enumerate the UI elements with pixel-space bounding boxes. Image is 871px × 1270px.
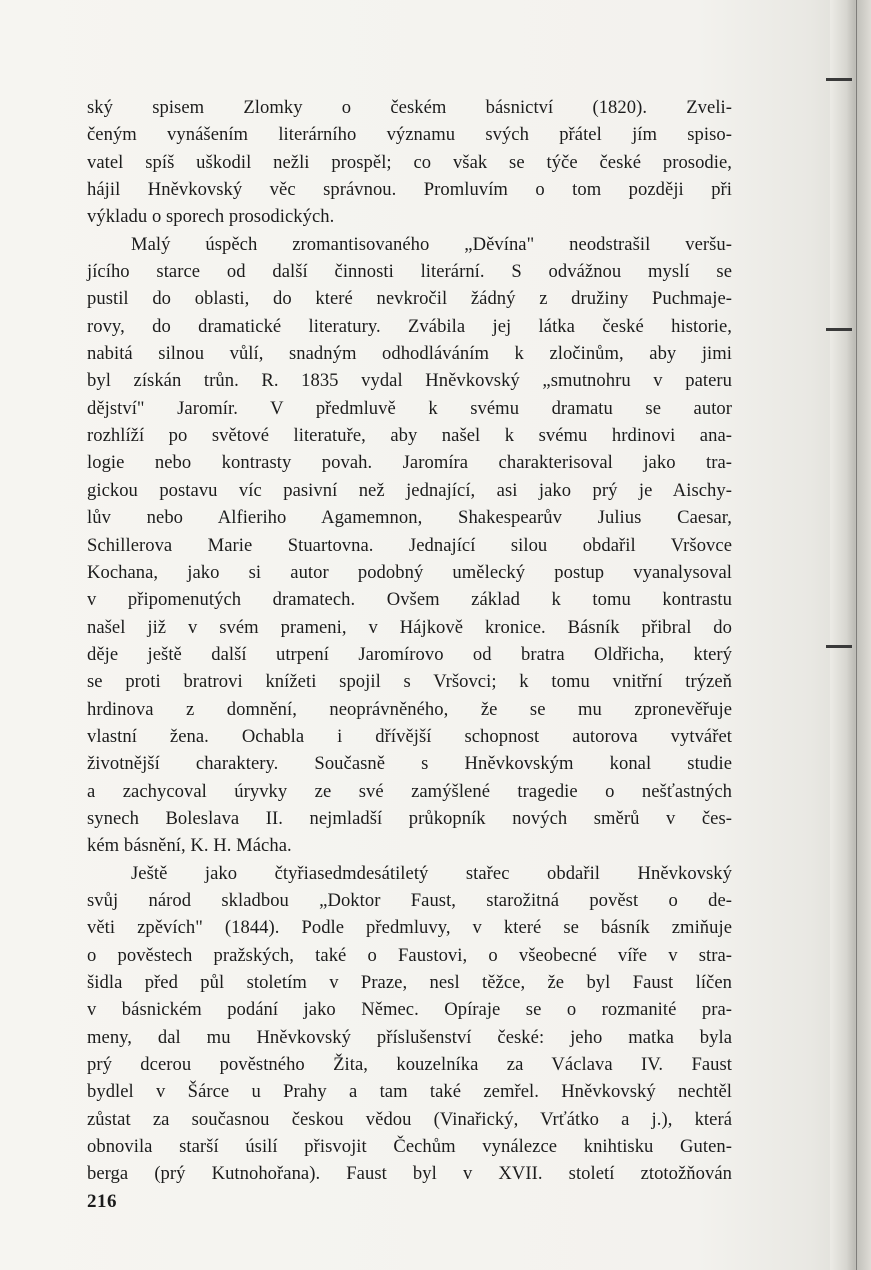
- text-line: svůj národ skladbou „Doktor Faust, starožitná pověst o de-: [87, 889, 732, 911]
- text-line: logie nebo kontrasty povah. Jaromíra charakterisoval jako tra-: [87, 452, 732, 474]
- text-line: nabitá silnou vůlí, snadným odhodláváním k zločinům, aby jimi: [87, 343, 732, 365]
- text-line: hrdinova z domnění, neoprávněného, že se mu zpronevěřuje: [87, 698, 732, 720]
- text-line: byl získán trůn. R. 1835 vydal Hněvkovský „smutnohru v pateru: [87, 370, 732, 392]
- text-line: čeným vynášením literárního významu svých přátel jím spiso-: [87, 124, 732, 146]
- text-line: vlastní žena. Ochabla i dřívější schopnost autorova vytvářet: [87, 725, 732, 747]
- text-line: děje ještě další utrpení Jaromírovo od bratra Oldřicha, který: [87, 643, 732, 665]
- page-number: 216: [87, 1191, 117, 1212]
- text-line: se proti bratrovi knížeti spojil s Vršovci; k tomu vnitřní trýzeň: [87, 671, 732, 693]
- spine-fold-line: [856, 0, 857, 1270]
- body-text: [87, 94, 732, 1188]
- text-line: prý dcerou pověstného Žita, kouzelníka za Václava IV. Faust: [87, 1054, 732, 1076]
- text-line: rovy, do dramatické literatury. Zvábila jej látka české historie,: [87, 315, 732, 337]
- text-line: životnější charaktery. Současně s Hněvkovským konal studie: [87, 753, 732, 775]
- text-line: v básnickém podání jako Němec. Opíraje se o rozmanité pra-: [87, 999, 732, 1021]
- text-line: synech Boleslava II. nejmladší průkopník nových směrů v čes-: [87, 807, 732, 829]
- text-line: a zachycoval úryvky ze své zamýšlené tragedie o nešťastných: [87, 780, 732, 802]
- text-line: berga (prý Kutnohořana). Faust byl v XVII. století ztotožňován: [87, 1163, 732, 1185]
- text-line: v připomenutých dramatech. Ovšem základ k tomu kontrastu: [87, 589, 732, 611]
- text-line: Malý úspěch zromantisovaného „Děvína" neodstrašil veršu-: [131, 233, 732, 255]
- text-line: vatel spíš uškodil nežli prospěl; co však se týče české prosodie,: [87, 151, 732, 173]
- book-binding-edge: [830, 0, 871, 1270]
- text-line: našel již v svém prameni, v Hájkově kronice. Básník přibral do: [87, 616, 732, 638]
- text-line: gickou postavu víc pasivní než jednající, asi jako prý je Aischy-: [87, 479, 732, 501]
- text-line: kém básnění, K. H. Mácha.: [87, 835, 292, 857]
- text-line: Schillerova Marie Stuartovna. Jednající silou obdařil Vršovce: [87, 534, 732, 556]
- text-line: šidla před půl stoletím v Praze, nesl těžce, že byl Faust líčen: [87, 972, 732, 993]
- text-line: Kochana, jako si autor podobný umělecký postup vyanalysoval: [87, 561, 732, 583]
- text-line: Ještě jako čtyřiasedmdesátiletý stařec obdařil Hněvkovský: [131, 862, 732, 884]
- text-line: zůstat za současnou českou vědou (Vinařický, Vrťátko a j.), která: [87, 1108, 732, 1130]
- text-line: lův nebo Alfieriho Agamemnon, Shakespearův Julius Caesar,: [87, 507, 732, 529]
- text-line: obnovila starší úsilí přisvojit Čechům vynálezce knihtisku Guten-: [87, 1136, 732, 1158]
- binding-stitch: [826, 328, 852, 331]
- text-line: pustil do oblasti, do které nevkročil žádný z družiny Puchmaje-: [87, 288, 732, 310]
- text-line: bydlel v Šárce u Prahy a tam také zemřel. Hněvkovský nechtěl: [87, 1081, 732, 1103]
- text-line: rozhlíží po světové literatuře, aby našel k svému hrdinovi ana-: [87, 425, 732, 447]
- text-line: jícího starce od další činnosti literární. S odvážnou myslí se: [87, 261, 732, 283]
- text-line: dějství" Jaromír. V předmluvě k svému dramatu se autor: [87, 397, 732, 419]
- text-line: výkladu o sporech prosodických.: [87, 206, 335, 228]
- text-line: meny, dal mu Hněvkovský příslušenství české: jeho matka byla: [87, 1026, 732, 1048]
- text-line: ský spisem Zlomky o českém básnictví (1820). Zveli-: [87, 97, 732, 118]
- binding-stitch: [826, 78, 852, 81]
- text-line: věti zpěvích" (1844). Podle předmluvy, v které se básník zmiňuje: [87, 917, 732, 939]
- text-line: o pověstech pražských, také o Faustovi, o všeobecné víře v stra-: [87, 944, 732, 966]
- text-line: hájil Hněvkovský věc správnou. Promluvím o tom později při: [87, 179, 732, 201]
- binding-stitch: [826, 645, 852, 648]
